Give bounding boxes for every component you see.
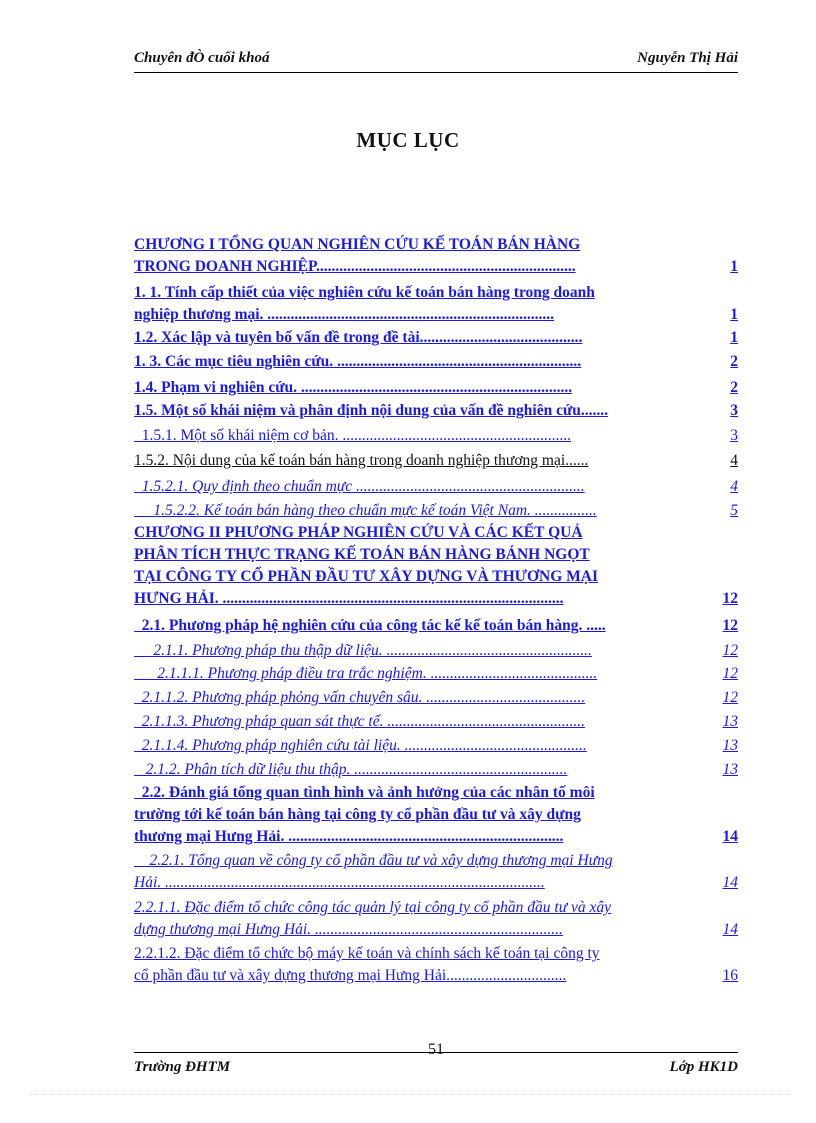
toc-entry[interactable] bbox=[134, 450, 744, 472]
toc-entry-text: 1. 3. Các mục tiêu nghiên cứu. ............................................................... bbox=[134, 353, 582, 370]
toc-entry[interactable] bbox=[134, 351, 744, 373]
toc-entry[interactable] bbox=[134, 476, 744, 498]
toc-entry[interactable] bbox=[134, 897, 744, 941]
toc-entry[interactable] bbox=[134, 759, 744, 781]
toc-entry-text: 2.1.1.3. Phương pháp quan sát thực tế. ................................................... bbox=[134, 713, 585, 730]
toc-page-number: 14 bbox=[722, 921, 738, 938]
page-title: MỤC LỤC bbox=[356, 128, 460, 152]
toc-entry-text: 2.1.1.1. Phương pháp điều tra trắc nghiệm. ........................................... bbox=[134, 665, 598, 682]
toc-page-number: 3 bbox=[730, 427, 738, 444]
toc-page-number: 16 bbox=[722, 967, 738, 984]
page-header bbox=[134, 48, 738, 73]
toc-entry-text: TẠI CÔNG TY CỔ PHẦN ĐẦU TƯ XÂY DỰNG VÀ THƯƠNG MẠI bbox=[134, 568, 599, 585]
toc-page-number: 12 bbox=[722, 617, 738, 634]
toc-page-number: 2 bbox=[730, 379, 738, 396]
toc-entry-text: PHÂN TÍCH THỰC TRẠNG KẾ TOÁN BÁN HÀNG BÁNH NGỌT bbox=[134, 546, 590, 563]
toc-entry-text: cổ phần đầu tư và xây dựng thương mại Hưng Hải............................... bbox=[134, 967, 567, 984]
toc-entry-text: Hải. .................................................................................................. bbox=[134, 874, 545, 891]
toc-entry[interactable] bbox=[134, 234, 744, 278]
toc-entry[interactable] bbox=[134, 522, 744, 610]
toc-entry-text: 2.2.1.2. Đặc điểm tổ chức bộ máy kế toán và chính sách kế toán tại công ty bbox=[134, 945, 600, 962]
toc-entry[interactable] bbox=[134, 400, 744, 422]
toc-page-number: 4 bbox=[730, 478, 738, 495]
toc-entry-text: 2.2.1. Tổng quan về công ty cổ phần đầu tư và xây dựng thương mại Hưng bbox=[134, 852, 613, 869]
toc-entry-text: CHƯƠNG II PHƯƠNG PHÁP NGHIÊN CỨU VÀ CÁC KẾT QUẢ bbox=[134, 524, 583, 541]
toc-entry-text: 1.5.2.2. Kế toán bán hàng theo chuẩn mực kế toán Việt Nam. ................ bbox=[134, 502, 597, 519]
toc-entry-text: HƯNG HẢI. ........................................................................................ bbox=[134, 590, 564, 607]
toc-page-number: 1 bbox=[730, 306, 738, 323]
page-edge-divider bbox=[30, 1094, 790, 1095]
toc-page-number: 12 bbox=[722, 689, 738, 706]
toc-entry-text: 2.1. Phương pháp hệ nghiên cứu của công tác kế kế toán bán hàng. ..... bbox=[134, 617, 606, 634]
header-right-text: Nguyễn Thị Hải bbox=[637, 50, 738, 66]
toc-entry[interactable] bbox=[134, 377, 744, 399]
toc-entry[interactable] bbox=[134, 640, 744, 662]
toc-entry-text: 1. 1. Tính cấp thiết của việc nghiên cứu kế toán bán hàng trong doanh bbox=[134, 284, 595, 301]
toc-entry-text: 2.1.2. Phân tích dữ liệu thu thập. ....................................................... bbox=[134, 761, 568, 778]
toc-entry-text: 1.5.2. Nội dung của kế toán bán hàng trong doanh nghiệp thương mại...... bbox=[134, 452, 589, 469]
toc-entry-text: 1.4. Phạm vi nghiên cứu. ...................................................................... bbox=[134, 379, 573, 396]
toc-page-number: 12 bbox=[722, 642, 738, 659]
toc-page-number: 4 bbox=[730, 452, 738, 469]
toc-entry[interactable] bbox=[134, 425, 744, 447]
toc-entry-text: dựng thương mại Hưng Hải. ................................................................ bbox=[134, 921, 563, 938]
header-left-text: Chuyên đÒ cuối khoá bbox=[134, 50, 270, 66]
toc-page-number: 1 bbox=[730, 258, 738, 275]
toc-page-number: 13 bbox=[722, 761, 738, 778]
toc-page-number: 14 bbox=[722, 874, 738, 891]
toc-entry[interactable] bbox=[134, 782, 744, 848]
footer-page-number: 51 bbox=[428, 1041, 444, 1058]
toc-entry-text: 2.1.1.4. Phương pháp nghiên cứu tài liệu. ............................................... bbox=[134, 737, 587, 754]
toc-entry-text: 2.1.1.2. Phương pháp phỏng vấn chuyên sâu. ......................................... bbox=[134, 689, 586, 706]
toc-page-number: 12 bbox=[722, 590, 738, 607]
toc-entry[interactable] bbox=[134, 850, 744, 894]
toc-entry[interactable] bbox=[134, 943, 744, 987]
toc-entry-text: 1.2. Xác lập và tuyên bố vấn đề trong đề tài.......................................... bbox=[134, 329, 583, 346]
toc-page-number: 3 bbox=[730, 402, 738, 419]
toc-entry-text: 1.5.1. Một số khái niệm cơ bản. ........................................................... bbox=[134, 427, 572, 444]
toc-entry[interactable] bbox=[134, 327, 744, 349]
toc-entry[interactable] bbox=[134, 615, 744, 637]
toc-entry[interactable] bbox=[134, 735, 744, 757]
toc-page-number: 2 bbox=[730, 353, 738, 370]
toc-page-number: 13 bbox=[722, 737, 738, 754]
toc-entry-text: nghiệp thương mại. .......................................................................... bbox=[134, 306, 555, 323]
toc-entry[interactable] bbox=[134, 282, 744, 326]
toc-entry-text: trường tới kế toán bán hàng tại công ty cổ phần đầu tư và xây dựng bbox=[134, 806, 581, 823]
footer-left-text: Trường ĐHTM bbox=[134, 1059, 231, 1075]
toc-entry[interactable] bbox=[134, 711, 744, 733]
toc-page-number: 14 bbox=[722, 828, 738, 845]
page-footer bbox=[134, 1041, 738, 1083]
toc-entry-text: TRONG DOANH NGHIỆP................................................................... bbox=[134, 258, 576, 275]
toc-entry[interactable] bbox=[134, 687, 744, 709]
toc-entry-text: thương mại Hưng Hải. ....................................................................... bbox=[134, 828, 564, 845]
footer-right-text: Lớp HK1D bbox=[669, 1059, 738, 1075]
toc-entry-text: CHƯƠNG I TỔNG QUAN NGHIÊN CỨU KẾ TOÁN BÁN HÀNG bbox=[134, 236, 581, 253]
toc-entry[interactable] bbox=[134, 663, 744, 685]
toc-page-number: 12 bbox=[722, 665, 738, 682]
toc-entry-text: 1.5. Một số khái niệm và phân định nội dung của vấn đề nghiên cứu....... bbox=[134, 402, 608, 419]
toc-page-number: 13 bbox=[722, 713, 738, 730]
toc-entry-text: 2.1.1. Phương pháp thu thập dữ liệu. ..................................................... bbox=[134, 642, 592, 659]
toc-entry-text: 2.2.1.1. Đặc điểm tổ chức công tác quản lý tại công ty cổ phần đầu tư và xây bbox=[134, 899, 612, 916]
toc-entry-text: 2.2. Đánh giá tổng quan tình hình và ảnh hưởng của các nhân tố môi bbox=[134, 784, 595, 801]
toc-page-number: 5 bbox=[730, 502, 738, 519]
toc-entry-text: 1.5.2.1. Quy định theo chuẩn mực ........................................................... bbox=[134, 478, 585, 495]
toc-entry[interactable] bbox=[134, 500, 744, 522]
toc-page-number: 1 bbox=[730, 329, 738, 346]
